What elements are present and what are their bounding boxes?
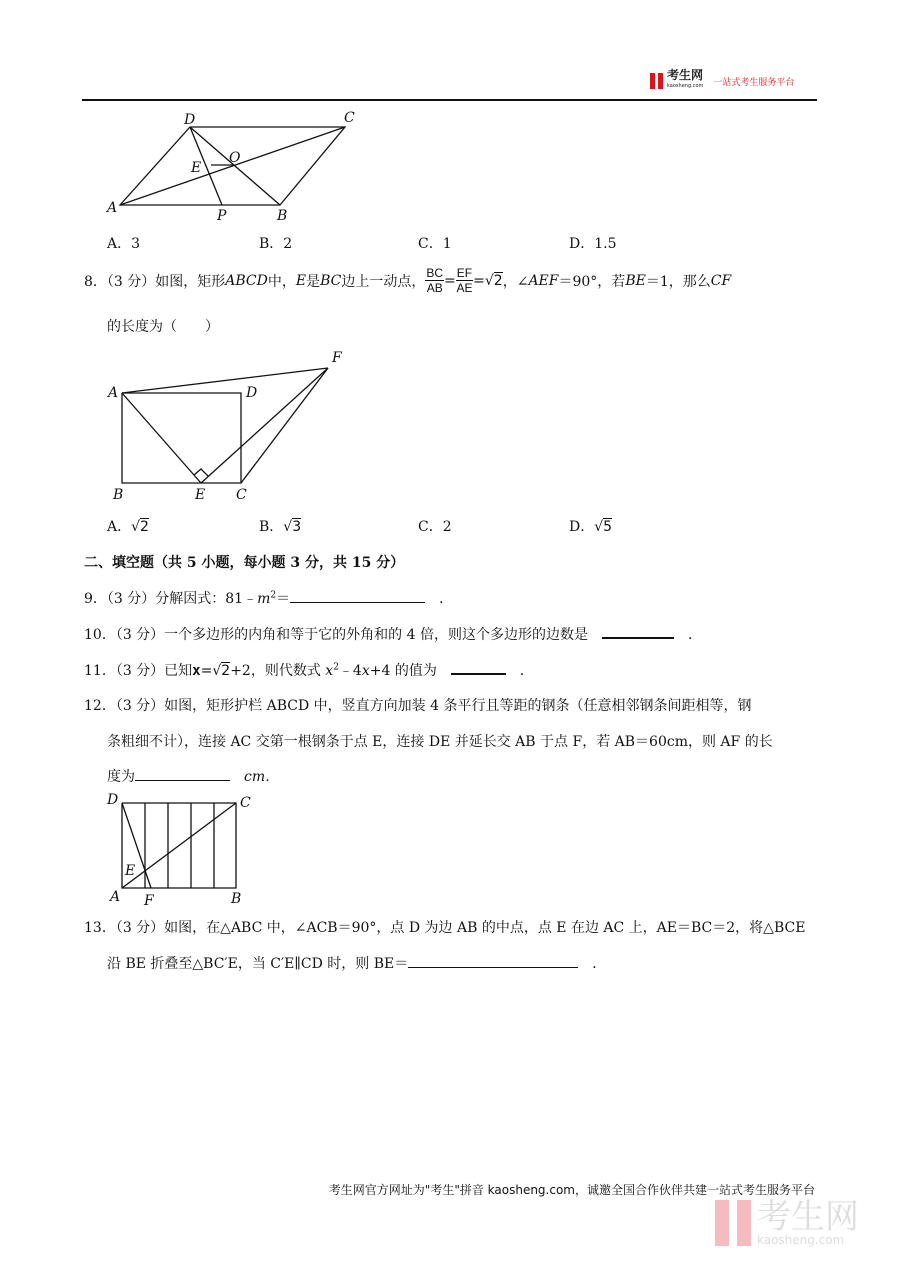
q12-line1: 12．（3 分）如图，矩形护栏 ABCD 中，竖直方向加装 4 条平行且等距的钢条（任意相邻钢条间距相等，钢 xyxy=(84,698,752,714)
q9: 9．（3 分）分解因式：$81﹣m^2=$ ． xyxy=(84,588,453,608)
label-p: P xyxy=(217,208,227,224)
diagonal-ac xyxy=(120,127,345,205)
segment-ef xyxy=(201,368,328,483)
fraction-ef-ae: $\frac{EF}{AE}$ xyxy=(456,266,473,295)
figure-q7 xyxy=(0,100,400,230)
logo-text: 考生网 xyxy=(667,68,704,82)
label-e: E xyxy=(191,160,202,176)
answer-blank[interactable] xyxy=(135,766,230,781)
site-logo xyxy=(650,70,794,92)
label-a: A xyxy=(107,200,118,216)
q7-option-b: B．2 xyxy=(259,236,293,252)
q8-line2: 的长度为（ ） xyxy=(107,319,219,335)
q7-option-a: A．3 xyxy=(107,236,141,252)
label-f: F xyxy=(144,893,154,909)
label-a: A xyxy=(108,385,119,401)
answer-blank[interactable] xyxy=(451,659,506,675)
fraction-bc-ab: $\frac{BC}{AB}$ xyxy=(426,266,444,295)
label-b: B xyxy=(277,208,288,224)
q8-option-c: C．2 xyxy=(418,519,452,535)
label-e: E xyxy=(125,863,136,879)
label-b: B xyxy=(113,487,124,503)
segment-af xyxy=(122,368,328,393)
label-a: A xyxy=(110,889,121,905)
figure-q8 xyxy=(0,345,400,505)
sqrt-2: √2 xyxy=(484,272,503,289)
watermark-logo: 考生网 kaosheng.com xyxy=(715,1200,859,1246)
footer-text: 考生网官方网址为"考生"拼音 kaosheng.com，诚邀全国合作伙伴共建一站式考生服务平台 xyxy=(328,1183,815,1197)
diagonal-ac xyxy=(122,803,236,888)
diagonal-db xyxy=(190,127,280,205)
label-c: C xyxy=(344,110,355,126)
label-f: F xyxy=(332,350,342,366)
right-angle-mark xyxy=(194,469,208,476)
q11: 11．（3 分）已知x=√2+2，则代数式 $x^2﹣4x+4$ 的值为 ． xyxy=(84,659,534,680)
q8-option-b: B．√3 xyxy=(259,519,302,535)
answer-blank[interactable] xyxy=(602,623,674,639)
label-d: D xyxy=(246,385,258,401)
label-e: E xyxy=(195,487,206,503)
q8-option-a: A．√2 xyxy=(107,519,149,535)
label-d: D xyxy=(184,112,196,128)
q13-line1: 13．（3 分）如图，在△ABC 中，∠ACB＝90°，点 D 为边 AB 的中点，点 E 在边 AC 上，AE＝BC＝2，将△BCE xyxy=(84,920,806,936)
logo-sub: kaosheng.com xyxy=(667,83,704,89)
slogan: 一站式考生服务平台 xyxy=(713,77,795,88)
q7-option-d: D．1.5 xyxy=(569,236,617,252)
rectangle-abcd xyxy=(122,393,241,483)
q7-option-c: C．1 xyxy=(418,236,452,252)
answer-blank[interactable] xyxy=(408,953,578,968)
q8-option-d: D．√5 xyxy=(569,519,613,535)
q13-line2: 沿 BE 折叠至△BC′E，当 C′E∥CD 时，则 BE＝ ． xyxy=(107,953,606,973)
watermark-icon xyxy=(715,1200,751,1246)
logo-icon xyxy=(650,73,663,89)
segment-ae xyxy=(122,393,201,483)
label-c: C xyxy=(236,487,247,503)
figure-q12 xyxy=(0,785,300,910)
section-title: 二、填空题（共 5 小题，每小题 3 分，共 15 分） xyxy=(84,555,405,571)
answer-blank[interactable] xyxy=(290,588,425,603)
q10: 10．（3 分）一个多边形的内角和等于它的外角和的 4 倍，则这个多边形的边数是 ． xyxy=(84,623,702,644)
label-o: O xyxy=(229,150,241,166)
label-c: C xyxy=(240,795,251,811)
q12-line3: 度为 cm． xyxy=(107,766,279,786)
q8-stem: 8．（3 分）如图，矩形 ABCD 中， E 是 BC 边上一动点， $\frac{BC}{AB}$ = $\frac{EF}{AE}$ = √2 ，∠ AEF ＝90°，若 BE ＝1，那么 CF xyxy=(84,266,732,295)
label-b: B xyxy=(231,891,242,907)
label-d: D xyxy=(107,792,119,808)
q12-line2: 条粗细不计），连接 AC 交第一根钢条于点 E，连接 DE 并延长交 AB 于点 F，若 AB＝60cm，则 AF 的长 xyxy=(107,734,773,750)
